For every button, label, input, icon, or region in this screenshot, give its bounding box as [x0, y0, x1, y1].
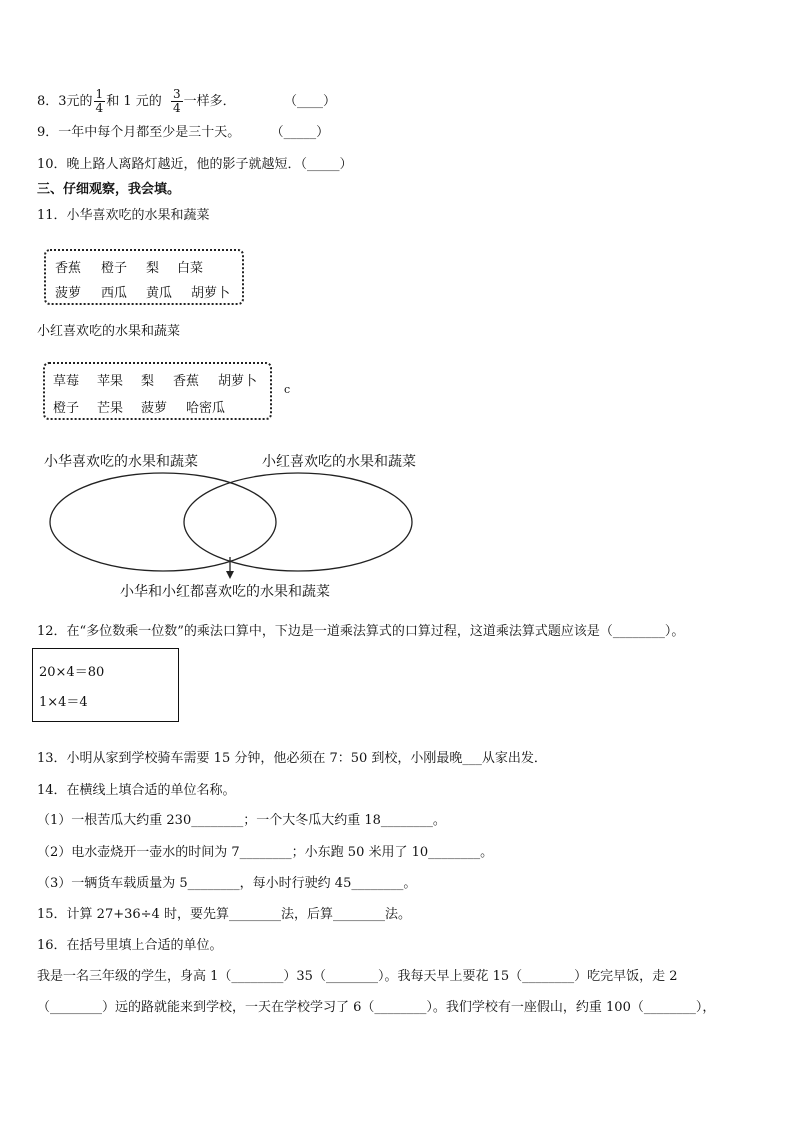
question-13: 13．小明从家到学校骑车需要 15 分钟，他必须在 7：50 到校，小刚最晚___从家出发．	[37, 751, 547, 766]
question-16-title: 16．在括号里填上合适的单位。	[37, 938, 223, 953]
xiaohua-likes-box	[44, 249, 244, 305]
food-item: 菠萝	[141, 401, 168, 416]
food-item: 白菜	[177, 261, 204, 276]
food-item: 橙子	[53, 401, 80, 416]
question-16-line-2: （________）远的路就能来到学校，一天在学校学习了 6（________）。我们学校有一座假山，约重 100（________），	[37, 1000, 716, 1015]
food-item: 香蕉	[173, 374, 200, 389]
q8-suffix: 一样多．	[183, 94, 236, 109]
food-item: 胡萝卜	[218, 374, 258, 389]
question-11-title: 11．小华喜欢吃的水果和蔬菜	[37, 208, 210, 223]
calc-process-box	[32, 648, 179, 722]
calc-line-2: 1×4＝4	[39, 695, 88, 710]
food-item: 胡萝卜	[191, 286, 231, 301]
food-item: 梨	[141, 374, 155, 389]
question-10: 10．晚上路人离路灯越近，他的影子就越短．（_____）	[37, 157, 353, 172]
food-item: 芒果	[97, 401, 124, 416]
side-letter: c	[284, 383, 291, 396]
food-item: 苹果	[97, 374, 124, 389]
venn-bottom-label: 小华和小红都喜欢吃的水果和蔬菜	[120, 584, 330, 600]
food-item: 西瓜	[101, 286, 128, 301]
q9-text: 9．一年中每个月都至少是三十天。	[37, 125, 241, 140]
fraction-one-quarter: $\frac{1}{4}$	[95, 87, 104, 115]
venn-left-circle	[50, 473, 276, 571]
food-item: 菠萝	[55, 286, 82, 301]
question-14-sub-3: （3）一辆货车载质量为 5________，每小时行驶约 45________。	[37, 876, 417, 891]
food-item: 香蕉	[55, 261, 82, 276]
food-item: 黄瓜	[146, 286, 173, 301]
question-14-sub-2: （2）电水壶烧开一壶水的时间为 7________；小东跑 50 米用了 10________。	[37, 845, 494, 860]
question-12: 12．在“多位数乘一位数”的乘法口算中，下边是一道乘法算式的口算过程，这道乘法算式题应该是（________）。	[37, 624, 685, 639]
food-item: 哈密瓜	[186, 401, 226, 416]
venn-arrow-head	[226, 571, 234, 579]
section-heading: 三、仔细观察，我会填。	[37, 182, 181, 197]
venn-right-label: 小红喜欢吃的水果和蔬菜	[262, 454, 416, 470]
question-9	[37, 124, 329, 142]
q8-prefix: 8．3元的	[37, 94, 93, 109]
question-16-line-1: 我是一名三年级的学生，身高 1（________）35（________）。我每天早上要花 15（________）吃完早饭，走 2	[37, 969, 678, 984]
q8-mid: 和 1 元的	[106, 94, 162, 109]
question-14-title: 14．在横线上填合适的单位名称。	[37, 783, 236, 798]
q8-answer-paren[interactable]: （____）	[283, 94, 336, 109]
calc-line-1: 20×4＝80	[39, 665, 105, 680]
xiaohong-likes-box	[43, 362, 272, 420]
venn-left-label: 小华喜欢吃的水果和蔬菜	[44, 454, 198, 470]
q9-answer-paren[interactable]: （_____）	[270, 125, 330, 140]
fraction-three-quarters: $\frac{3}{4}$	[173, 87, 181, 115]
food-item: 橙子	[101, 261, 128, 276]
food-item: 草莓	[53, 374, 80, 389]
question-8	[37, 88, 336, 115]
xiaohong-title: 小红喜欢吃的水果和蔬菜	[37, 324, 181, 339]
food-item: 梨	[146, 261, 160, 276]
question-14-sub-1: （1）一根苦瓜大约重 230________；一个大冬瓜大约重 18________。	[37, 813, 446, 828]
venn-right-circle	[184, 473, 412, 571]
question-15: 15．计算 27+36÷4 时，要先算________法，后算________法。	[37, 907, 411, 922]
venn-diagram	[0, 440, 794, 610]
